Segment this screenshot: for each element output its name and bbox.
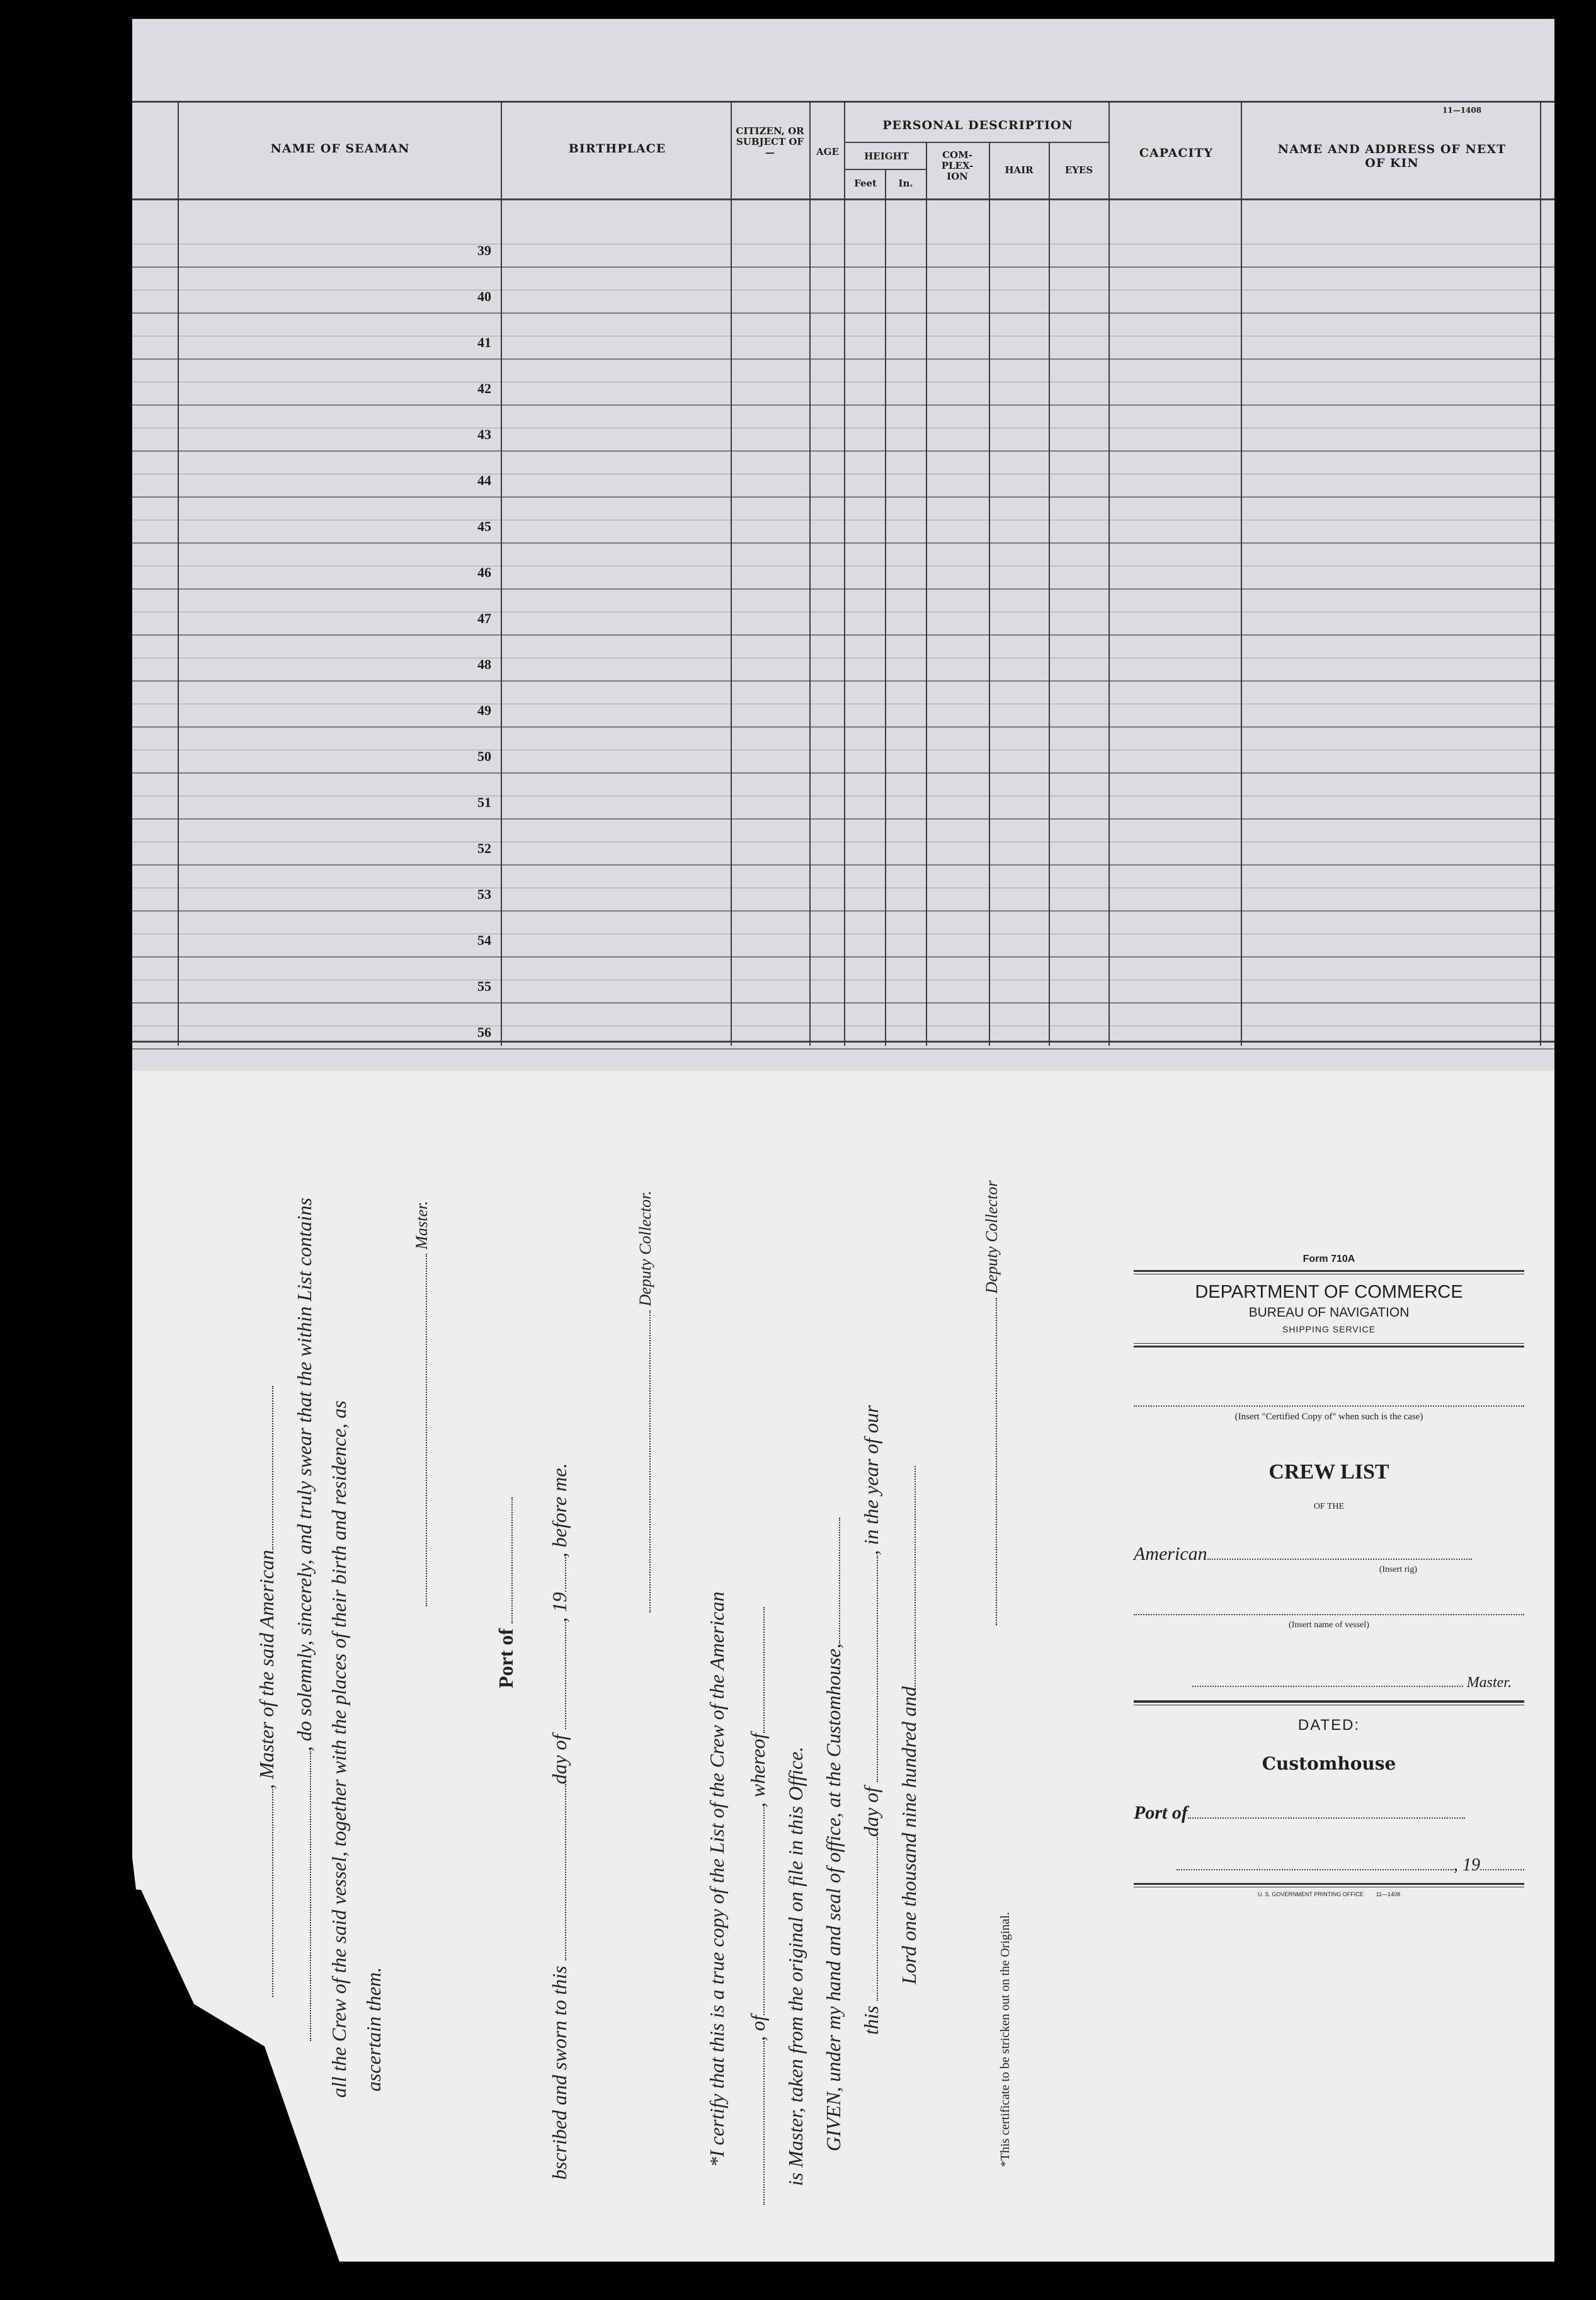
col-line	[926, 142, 927, 1046]
row-number: 42	[477, 380, 491, 396]
col-line	[809, 101, 811, 1046]
col-line	[1109, 101, 1110, 1046]
crew-list-cover	[1134, 1254, 1524, 1897]
oath-deputy-collector: Deputy Collector.	[636, 1191, 655, 1613]
port-of-line: Port of	[1134, 1802, 1524, 1824]
personal-description-rule	[844, 142, 1109, 143]
row-number: 47	[477, 610, 491, 626]
bureau-name: BUREAU OF NAVIGATION	[1248, 1305, 1410, 1320]
table-row-rule	[132, 404, 1554, 406]
row-number: 40	[477, 289, 491, 304]
row-number: 41	[477, 335, 491, 350]
row-number: 54	[477, 932, 491, 948]
certificate-line-5: this day of , in the year of our	[860, 1405, 882, 2035]
certificate-footnote: *This certificate to be stricken out on the Original.	[998, 1912, 1012, 2167]
customhouse-label: Customhouse	[1262, 1753, 1396, 1774]
certificate-line-2: , of, whereof	[746, 1607, 770, 2205]
certificate-deputy-collector: Deputy Collector	[983, 1181, 1001, 1625]
table-row-rule	[132, 818, 1554, 820]
col-line	[731, 101, 732, 1046]
table-row-rule	[132, 634, 1554, 636]
col-line	[885, 169, 886, 1046]
row-number: 43	[477, 426, 491, 442]
row-number: 53	[477, 886, 491, 902]
col-line	[844, 101, 845, 1046]
table-row-rule	[132, 542, 1554, 544]
crew-table-panel	[132, 19, 1554, 1071]
table-row-rule	[132, 910, 1554, 912]
table-bottom-rule	[132, 1041, 1554, 1043]
col-line	[989, 142, 990, 1046]
certificate-line-3: is Master, taken from the original on file in this Office.	[784, 1746, 807, 2186]
oath-line-3: all the Crew of the said vessel, together with the places of their birth and residence, as	[328, 1400, 350, 2098]
certificate-line-4: GIVEN, under my hand and seal of office, at the Customhouse,	[822, 1518, 845, 2151]
table-row-rule	[132, 496, 1554, 498]
col-line	[501, 101, 502, 1046]
header-complexion: COM- PLEX- ION	[941, 149, 974, 182]
table-row-rule	[132, 358, 1554, 360]
header-personal-description: PERSONAL DESCRIPTION	[882, 118, 1073, 132]
master-line: Master.	[1134, 1674, 1524, 1691]
col-line	[1540, 101, 1541, 1046]
oath-line-1: , Master of the said American	[255, 1386, 278, 1997]
table-row-rule	[132, 864, 1554, 866]
row-number: 56	[477, 1024, 491, 1040]
header-citizen: CITIZEN, OR SUBJECT OF—	[736, 125, 804, 158]
service-name: SHIPPING SERVICE	[1282, 1324, 1376, 1334]
header-name-of-seaman: NAME OF SEAMAN	[270, 142, 410, 156]
certificate-line-6: Lord one thousand nine hundred and	[898, 1466, 921, 1984]
crew-list-title: CREW LIST	[1268, 1460, 1389, 1484]
row-number: 48	[477, 656, 491, 672]
row-number: 45	[477, 518, 491, 534]
table-row-rule	[132, 312, 1554, 314]
col-line	[178, 101, 179, 1046]
header-inches: In.	[898, 178, 913, 189]
table-row-rule	[132, 266, 1554, 268]
table-row-rule	[132, 588, 1554, 590]
table-row-rule	[132, 726, 1554, 728]
table-row-rule	[132, 450, 1554, 452]
american-line: American	[1134, 1543, 1524, 1565]
certified-copy-note: (Insert "Certified Copy of" when such is the case)	[1234, 1412, 1423, 1422]
table-row-rule	[132, 772, 1554, 774]
table-header-rule	[132, 198, 1554, 200]
dated-label: DATED:	[1297, 1717, 1360, 1734]
form-number: Form 710A	[1302, 1254, 1355, 1264]
table-row-rule	[132, 1048, 1554, 1050]
table-top-rule	[132, 101, 1554, 103]
oath-master-line: Master.	[413, 1201, 431, 1606]
row-number: 49	[477, 702, 491, 718]
header-hair: HAIR	[1005, 164, 1034, 176]
table-row-rule	[132, 956, 1554, 958]
certificate-line-1: *I certify that this is a true copy of the List of the Crew of the American	[705, 1591, 728, 2167]
col-line	[1049, 142, 1050, 1046]
header-eyes: EYES	[1064, 164, 1093, 176]
vessel-name-line	[1134, 1613, 1524, 1615]
insert-rig-note: (Insert rig)	[1379, 1565, 1417, 1574]
row-number: 52	[477, 840, 491, 856]
col-line	[1241, 101, 1242, 1046]
row-number: 39	[477, 243, 491, 258]
row-number: 55	[477, 978, 491, 994]
table-row-rule	[132, 680, 1554, 682]
header-capacity: CAPACITY	[1139, 146, 1214, 160]
oath-subscribed-line: bscribed and sworn to this day of , 19, before me.	[548, 1463, 571, 2180]
of-the-label: OF THE	[1313, 1502, 1345, 1511]
row-number: 51	[477, 794, 491, 810]
oath-port-of: Port of	[494, 1497, 518, 1688]
table-row-rule	[132, 1002, 1554, 1004]
oath-line-4: ascertain them.	[362, 1967, 385, 2091]
header-birthplace: BIRTHPLACE	[568, 142, 666, 156]
printer-line: U. S. GOVERNMENT PRINTING OFFICE 11—1408	[1257, 1891, 1401, 1897]
row-number: 50	[477, 748, 491, 764]
date-line: , 19	[1134, 1855, 1524, 1875]
row-number: 46	[477, 564, 491, 580]
insert-vessel-note: (Insert name of vessel)	[1289, 1620, 1369, 1630]
oath-line-2: , do solemnly, sincerely, and truly swear that the within List contains	[293, 1198, 316, 2041]
form-code: 11—1408	[1442, 106, 1482, 115]
row-number: 44	[477, 472, 491, 488]
department-name: DEPARTMENT OF COMMERCE	[1195, 1282, 1463, 1302]
header-feet: Feet	[854, 178, 877, 189]
header-height: HEIGHT	[864, 151, 909, 162]
header-age: AGE	[816, 146, 839, 157]
header-next-of-kin: NAME AND ADDRESS OF NEXT OF KIN	[1277, 142, 1507, 170]
